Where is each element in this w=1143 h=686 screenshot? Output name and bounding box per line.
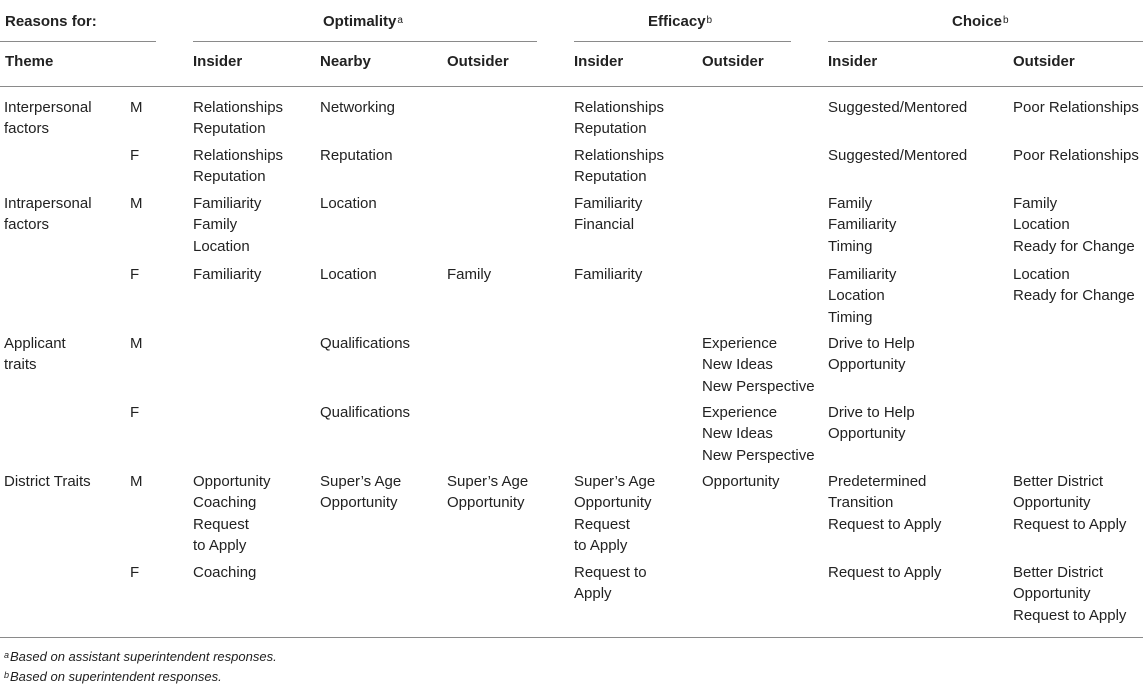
cell-eff-insider: Relationships Reputation <box>574 147 665 186</box>
reasons-for-label: Reasons for: <box>5 13 97 30</box>
cell-opt-nearby: Networking <box>320 99 396 116</box>
cell-eff-insider: Relationships Reputation <box>574 99 665 138</box>
cell-cho-insider: Familiarity Location Timing <box>828 266 897 326</box>
group-header-superscript: b <box>706 15 713 26</box>
cell-cho-insider: Drive to Help Opportunity <box>828 335 915 374</box>
cell-opt-outsider: Super’s Age Opportunity <box>447 473 529 512</box>
cell-opt-insider: Familiarity <box>193 266 262 283</box>
cell-opt-nearby: Reputation <box>320 147 393 164</box>
cell-opt-nearby: Location <box>320 195 377 212</box>
footnote-text: Based on superintendent responses. <box>10 669 222 684</box>
cell-opt-nearby: Qualifications <box>320 404 411 421</box>
row-sex: F <box>130 404 140 421</box>
cell-opt-nearby: Super’s Age Opportunity <box>320 473 402 512</box>
cell-opt-nearby: Location <box>320 266 377 283</box>
cell-cho-outsider: Poor Relationships <box>1013 147 1139 164</box>
row-theme: Interpersonal factors <box>4 99 92 138</box>
column-header-opt-outsider: Outsider <box>447 53 509 70</box>
cell-cho-insider: Drive to Help Opportunity <box>828 404 915 443</box>
cell-opt-insider: Relationships Reputation <box>193 99 284 138</box>
cell-opt-insider: Relationships Reputation <box>193 147 284 186</box>
cell-eff-insider: Familiarity Financial <box>574 195 643 234</box>
row-theme: District Traits <box>4 473 91 490</box>
group-header-optimality <box>323 12 403 32</box>
column-header-eff-insider: Insider <box>574 53 624 70</box>
group-header-efficacy <box>648 12 712 32</box>
footnote-text: Based on assistant superintendent responses. <box>10 649 277 664</box>
cell-eff-insider: Familiarity <box>574 266 643 283</box>
cell-eff-outsider: Experience New Ideas New Perspective <box>702 335 815 395</box>
row-sex: F <box>130 266 140 283</box>
row-theme: Applicant traits <box>4 335 66 374</box>
footnote-marker: a <box>4 650 10 660</box>
row-sex: F <box>130 564 140 581</box>
row-sex: M <box>130 473 143 490</box>
row-sex: M <box>130 195 143 212</box>
group-header-label: Optimality <box>323 13 397 30</box>
cell-eff-outsider: Opportunity <box>702 473 780 490</box>
cell-cho-outsider: Location Ready for Change <box>1013 266 1135 305</box>
footnote-b <box>4 668 222 686</box>
group-rule-efficacy <box>574 41 791 42</box>
column-header-eff-outsider: Outsider <box>702 53 764 70</box>
cell-cho-insider: Predetermined Transition Request to Apply <box>828 473 942 533</box>
cell-cho-outsider: Family Location Ready for Change <box>1013 195 1135 255</box>
cell-cho-outsider: Better District Opportunity Request to Apply <box>1013 564 1127 624</box>
cell-opt-outsider: Family <box>447 266 492 283</box>
cell-cho-insider: Suggested/Mentored <box>828 147 968 164</box>
cell-opt-insider: Familiarity Family Location <box>193 195 262 255</box>
cell-opt-insider: Coaching <box>193 564 257 581</box>
row-sex: F <box>130 147 140 164</box>
group-rule-optimality <box>193 41 537 42</box>
header-bottom-rule <box>0 86 1143 87</box>
group-header-label: Choice <box>952 13 1003 30</box>
cell-opt-nearby: Qualifications <box>320 335 411 352</box>
group-header-label: Efficacy <box>648 13 706 30</box>
footnote-marker: b <box>4 670 10 680</box>
cell-cho-insider: Request to Apply <box>828 564 942 581</box>
group-rule-reasons <box>0 41 156 42</box>
cell-eff-outsider: Experience New Ideas New Perspective <box>702 404 815 464</box>
column-header-opt-insider: Insider <box>193 53 243 70</box>
group-header-choice <box>952 12 1009 32</box>
row-sex: M <box>130 335 143 352</box>
column-header-opt-nearby: Nearby <box>320 53 371 70</box>
column-header-cho-insider: Insider <box>828 53 878 70</box>
table-bottom-rule <box>0 637 1143 638</box>
cell-opt-insider: Opportunity Coaching Request to Apply <box>193 473 271 554</box>
cell-cho-insider: Suggested/Mentored <box>828 99 968 116</box>
group-header-superscript: a <box>397 15 403 26</box>
column-header-theme: Theme <box>5 53 54 70</box>
footnote-a <box>4 648 277 666</box>
cell-cho-insider: Family Familiarity Timing <box>828 195 897 255</box>
cell-eff-insider: Super’s Age Opportunity Request to Apply <box>574 473 656 554</box>
cell-eff-insider: Request to Apply <box>574 564 647 603</box>
row-theme: Intrapersonal factors <box>4 195 92 234</box>
group-rule-choice <box>828 41 1143 42</box>
column-header-cho-outsider: Outsider <box>1013 53 1075 70</box>
cell-cho-outsider: Better District Opportunity Request to Apply <box>1013 473 1127 533</box>
group-header-superscript: b <box>1003 15 1009 26</box>
row-sex: M <box>130 99 143 116</box>
cell-cho-outsider: Poor Relationships <box>1013 99 1139 116</box>
